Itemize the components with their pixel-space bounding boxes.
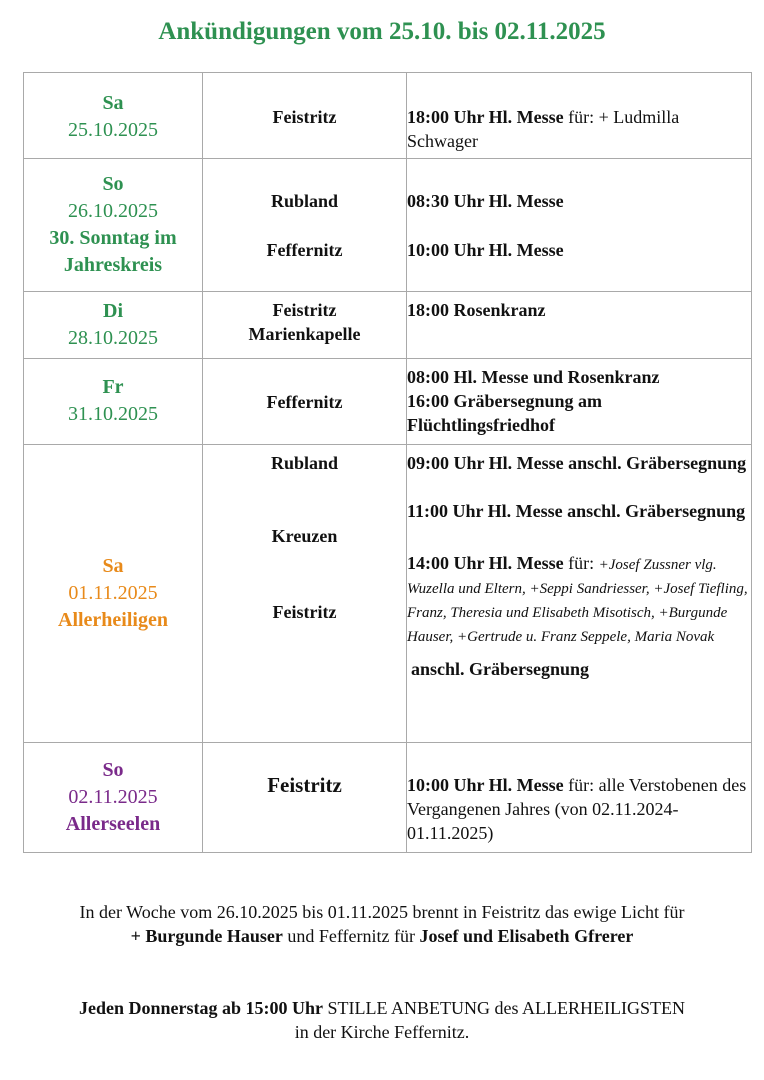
feast-name: Allerheiligen bbox=[58, 609, 168, 631]
day-date: 02.11.2025 bbox=[68, 786, 158, 808]
place-name: Feistritz bbox=[267, 773, 342, 797]
service-time: 10:00 Uhr Hl. Messe bbox=[407, 240, 564, 260]
table-row bbox=[24, 292, 752, 359]
place-name: Rubland bbox=[270, 453, 339, 473]
day-name: So bbox=[102, 173, 124, 195]
notice-text: STILLE ANBETUNG des ALLERHEILIGSTEN bbox=[323, 998, 685, 1018]
feast-name: Allerseelen bbox=[65, 813, 161, 835]
day-date: 26.10.2025 bbox=[68, 200, 158, 222]
service-cell bbox=[407, 159, 752, 292]
service-for: für: bbox=[563, 553, 599, 573]
place-name: Feffernitz bbox=[266, 392, 343, 412]
day-date: 25.10.2025 bbox=[68, 119, 158, 141]
service-time: 18:00 Uhr Hl. Messe bbox=[407, 107, 564, 127]
notice-name: + Burgunde Hauser bbox=[130, 926, 283, 946]
place-cell bbox=[203, 743, 407, 853]
place-cell bbox=[203, 292, 407, 359]
place-name: Feistritz bbox=[272, 300, 337, 320]
day-date: 31.10.2025 bbox=[68, 403, 158, 425]
eternal-light-notice bbox=[0, 900, 764, 948]
service-line: 16:00 Gräbersegnung am Flüchtlingsfriedhof bbox=[407, 391, 602, 435]
day-name: Di bbox=[103, 300, 123, 322]
day-name: Fr bbox=[102, 376, 124, 398]
service-time: 14:00 Uhr Hl. Messe bbox=[407, 553, 564, 573]
service-after: anschl. Gräbersegnung bbox=[411, 659, 590, 679]
day-cell bbox=[24, 743, 203, 853]
day-name: Sa bbox=[102, 555, 124, 577]
service-time: 18:00 Rosenkranz bbox=[407, 300, 546, 320]
service-cell bbox=[407, 292, 752, 359]
service-time: 09:00 Uhr Hl. Messe anschl. Gräbersegnung bbox=[407, 453, 747, 473]
service-cell bbox=[407, 743, 752, 853]
feast-name: 30. Sonntag im Jahreskreis bbox=[49, 227, 177, 276]
day-name: Sa bbox=[102, 92, 124, 114]
table-row bbox=[24, 743, 752, 853]
service-time: 10:00 Uhr Hl. Messe bbox=[407, 775, 564, 795]
day-cell bbox=[24, 359, 203, 445]
page-title: Ankündigungen vom 25.10. bis 02.11.2025 bbox=[158, 18, 606, 45]
notice-text: und Feffernitz für bbox=[282, 926, 420, 946]
place-cell bbox=[203, 445, 407, 743]
service-cell bbox=[407, 445, 752, 743]
service-cell bbox=[407, 359, 752, 445]
place-name: Feistritz bbox=[272, 107, 337, 127]
notice-bold: Jeden Donnerstag ab 15:00 Uhr bbox=[79, 998, 324, 1018]
table-row bbox=[24, 359, 752, 445]
table-row bbox=[24, 73, 752, 159]
notice-text: in der Kirche Feffernitz. bbox=[294, 1022, 470, 1042]
place-cell bbox=[203, 159, 407, 292]
place-name: Feistritz bbox=[272, 602, 337, 622]
place-name: Feffernitz bbox=[266, 240, 343, 260]
place-cell bbox=[203, 73, 407, 159]
day-date: 01.11.2025 bbox=[68, 582, 158, 604]
table-row bbox=[24, 159, 752, 292]
place-cell bbox=[203, 359, 407, 445]
service-intention: für: + Ludmilla Schwager bbox=[407, 107, 680, 151]
place-name: Rubland bbox=[270, 191, 339, 211]
service-intention: +Josef Zussner vlg. Wuzella und Eltern, +Seppi Sandriesser, +Josef Tiefling, Franz, Theresia und Elisabeth Misotisch, +Burgunde Hauser, +Gertrude u. Franz Seppele, Maria Novak bbox=[407, 557, 748, 645]
day-name: So bbox=[102, 759, 124, 781]
service-line: 08:00 Hl. Messe und Rosenkranz bbox=[407, 367, 660, 387]
service-time: 08:30 Uhr Hl. Messe bbox=[407, 191, 564, 211]
service-cell bbox=[407, 73, 752, 159]
notice-text: In der Woche vom 26.10.2025 bis 01.11.2025 brennt in Feistritz das ewige Licht für bbox=[79, 902, 685, 922]
day-cell bbox=[24, 292, 203, 359]
place-name: Marienkapelle bbox=[248, 324, 361, 344]
place-name: Kreuzen bbox=[271, 526, 338, 546]
schedule-table bbox=[23, 72, 752, 853]
service-intention: für: alle Verstobenen des Vergangenen Jahres (von 02.11.2024-01.11.2025) bbox=[407, 775, 747, 843]
notice-name: Josef und Elisabeth Gfrerer bbox=[419, 926, 634, 946]
day-cell bbox=[24, 159, 203, 292]
day-cell bbox=[24, 445, 203, 743]
service-time: 11:00 Uhr Hl. Messe anschl. Gräbersegnung bbox=[407, 501, 746, 521]
table-row bbox=[24, 445, 752, 743]
adoration-notice bbox=[0, 996, 764, 1044]
day-date: 28.10.2025 bbox=[68, 327, 158, 349]
day-cell bbox=[24, 73, 203, 159]
